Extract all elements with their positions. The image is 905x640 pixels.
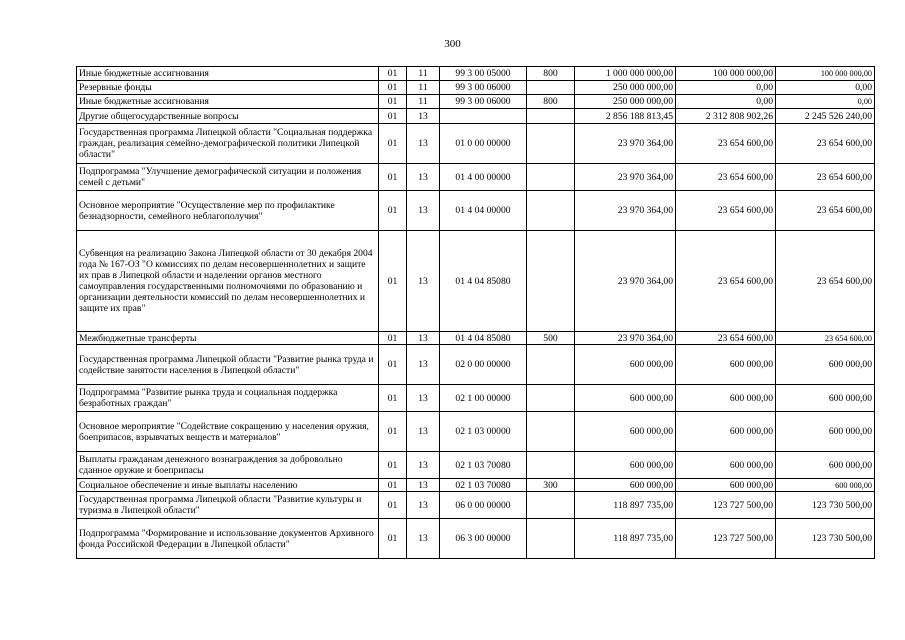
row-subsection-cell: 13 <box>407 412 440 452</box>
row-section-cell: 01 <box>379 109 407 124</box>
row-target-article-cell: 01 4 04 85080 <box>440 231 527 332</box>
row-section-cell: 01 <box>379 164 407 191</box>
row-target-article-cell: 02 1 03 00000 <box>440 412 527 452</box>
row-expense-type-cell: 500 <box>527 332 575 345</box>
row-amount-year3-cell: 600 000,00 <box>776 345 875 385</box>
row-amount-year3-cell: 600 000,00 <box>776 452 875 479</box>
row-expense-type-cell <box>527 124 575 164</box>
row-section-cell: 01 <box>379 385 407 412</box>
table-row <box>77 345 875 385</box>
table-row <box>77 231 875 332</box>
row-amount-year1-cell: 600 000,00 <box>575 412 676 452</box>
row-name-cell: Государственная программа Липецкой области "Социальная поддержка граждан, реализация семейно-демографической политики Липецкой области" <box>77 124 379 164</box>
table-row <box>77 452 875 479</box>
row-expense-type-cell <box>527 231 575 332</box>
table-row <box>77 479 875 492</box>
row-amount-year1-cell: 23 970 364,00 <box>575 191 676 231</box>
table-row <box>77 332 875 345</box>
row-target-article-cell: 02 1 03 70080 <box>440 452 527 479</box>
row-expense-type-cell <box>527 519 575 559</box>
row-subsection-cell: 13 <box>407 231 440 332</box>
row-name-cell: Социальное обеспечение и иные выплаты населению <box>77 479 379 492</box>
row-subsection-cell: 13 <box>407 385 440 412</box>
row-name-cell: Выплаты гражданам денежного вознаграждения за добровольно сданное оружие и боеприпасы <box>77 452 379 479</box>
row-section-cell: 01 <box>379 519 407 559</box>
row-amount-year3-cell: 23 654 600,00 <box>776 231 875 332</box>
row-subsection-cell: 13 <box>407 492 440 519</box>
row-amount-year2-cell: 23 654 600,00 <box>676 191 776 231</box>
row-amount-year1-cell: 250 000 000,00 <box>575 95 676 109</box>
row-amount-year1-cell: 23 970 364,00 <box>575 231 676 332</box>
row-amount-year2-cell: 100 000 000,00 <box>676 67 776 81</box>
row-amount-year2-cell: 123 727 500,00 <box>676 519 776 559</box>
row-target-article-cell: 02 0 00 00000 <box>440 345 527 385</box>
row-amount-year1-cell: 23 970 364,00 <box>575 124 676 164</box>
budget-table-body <box>77 67 875 559</box>
row-subsection-cell: 13 <box>407 479 440 492</box>
row-amount-year3-cell: 123 730 500,00 <box>776 519 875 559</box>
row-amount-year3-cell: 0,00 <box>776 95 875 109</box>
row-expense-type-cell: 800 <box>527 67 575 81</box>
row-amount-year1-cell: 250 000 000,00 <box>575 81 676 95</box>
row-target-article-cell: 99 3 00 06000 <box>440 95 527 109</box>
row-amount-year3-cell: 23 654 600,00 <box>776 164 875 191</box>
row-amount-year2-cell: 0,00 <box>676 81 776 95</box>
row-amount-year2-cell: 600 000,00 <box>676 345 776 385</box>
table-row <box>77 385 875 412</box>
row-subsection-cell: 11 <box>407 81 440 95</box>
row-subsection-cell: 11 <box>407 67 440 81</box>
row-amount-year1-cell: 600 000,00 <box>575 385 676 412</box>
row-amount-year2-cell: 23 654 600,00 <box>676 332 776 345</box>
row-section-cell: 01 <box>379 124 407 164</box>
row-amount-year1-cell: 600 000,00 <box>575 345 676 385</box>
table-row <box>77 81 875 95</box>
row-name-cell: Иные бюджетные ассигнования <box>77 67 379 81</box>
row-section-cell: 01 <box>379 452 407 479</box>
page-number: 300 <box>444 38 461 50</box>
budget-table <box>76 66 875 559</box>
row-amount-year1-cell: 23 970 364,00 <box>575 164 676 191</box>
row-section-cell: 01 <box>379 95 407 109</box>
row-target-article-cell: 06 0 00 00000 <box>440 492 527 519</box>
row-name-cell: Иные бюджетные ассигнования <box>77 95 379 109</box>
row-section-cell: 01 <box>379 345 407 385</box>
row-amount-year3-cell: 23 654 600,00 <box>776 124 875 164</box>
row-expense-type-cell <box>527 81 575 95</box>
row-amount-year2-cell: 600 000,00 <box>676 479 776 492</box>
row-section-cell: 01 <box>379 81 407 95</box>
row-name-cell: Резервные фонды <box>77 81 379 95</box>
row-section-cell: 01 <box>379 231 407 332</box>
row-section-cell: 01 <box>379 191 407 231</box>
row-amount-year1-cell: 118 897 735,00 <box>575 492 676 519</box>
row-name-cell: Подпрограмма "Формирование и использование документов Архивного фонда Российской Федерации в Липецкой области" <box>77 519 379 559</box>
row-expense-type-cell <box>527 109 575 124</box>
row-subsection-cell: 13 <box>407 345 440 385</box>
row-section-cell: 01 <box>379 412 407 452</box>
table-row <box>77 492 875 519</box>
row-name-cell: Государственная программа Липецкой области "Развитие культуры и туризма в Липецкой области" <box>77 492 379 519</box>
row-section-cell: 01 <box>379 479 407 492</box>
row-amount-year3-cell: 600 000,00 <box>776 385 875 412</box>
table-row <box>77 164 875 191</box>
row-amount-year2-cell: 23 654 600,00 <box>676 164 776 191</box>
row-target-article-cell: 99 3 00 06000 <box>440 81 527 95</box>
row-expense-type-cell <box>527 412 575 452</box>
row-amount-year3-cell: 123 730 500,00 <box>776 492 875 519</box>
row-amount-year2-cell: 600 000,00 <box>676 412 776 452</box>
row-amount-year2-cell: 600 000,00 <box>676 452 776 479</box>
row-amount-year2-cell: 123 727 500,00 <box>676 492 776 519</box>
row-amount-year3-cell: 0,00 <box>776 81 875 95</box>
row-amount-year1-cell: 600 000,00 <box>575 452 676 479</box>
row-target-article-cell: 01 4 00 00000 <box>440 164 527 191</box>
row-target-article-cell: 99 3 00 05000 <box>440 67 527 81</box>
table-row <box>77 95 875 109</box>
row-expense-type-cell <box>527 191 575 231</box>
row-expense-type-cell <box>527 345 575 385</box>
row-expense-type-cell: 800 <box>527 95 575 109</box>
table-row <box>77 124 875 164</box>
row-target-article-cell: 06 3 00 00000 <box>440 519 527 559</box>
row-name-cell: Другие общегосударственные вопросы <box>77 109 379 124</box>
row-amount-year3-cell: 23 654 600,00 <box>776 191 875 231</box>
row-subsection-cell: 13 <box>407 191 440 231</box>
row-subsection-cell: 13 <box>407 332 440 345</box>
row-name-cell: Межбюджетные трансферты <box>77 332 379 345</box>
row-section-cell: 01 <box>379 67 407 81</box>
row-name-cell: Основное мероприятие "Осуществление мер по профилактике безнадзорности, семейного неблагополучия" <box>77 191 379 231</box>
row-amount-year2-cell: 23 654 600,00 <box>676 124 776 164</box>
row-expense-type-cell <box>527 452 575 479</box>
row-amount-year1-cell: 118 897 735,00 <box>575 519 676 559</box>
row-expense-type-cell <box>527 164 575 191</box>
row-subsection-cell: 13 <box>407 124 440 164</box>
table-row <box>77 191 875 231</box>
row-target-article-cell: 02 1 00 00000 <box>440 385 527 412</box>
row-amount-year3-cell: 2 245 526 240,00 <box>776 109 875 124</box>
row-name-cell: Государственная программа Липецкой области "Развитие рынка труда и содействие занятости населения в Липецкой области" <box>77 345 379 385</box>
row-amount-year1-cell: 23 970 364,00 <box>575 332 676 345</box>
row-amount-year1-cell: 2 856 188 813,45 <box>575 109 676 124</box>
row-subsection-cell: 13 <box>407 164 440 191</box>
row-name-cell: Подпрограмма "Развитие рынка труда и социальная поддержка безработных граждан" <box>77 385 379 412</box>
row-section-cell: 01 <box>379 332 407 345</box>
row-subsection-cell: 13 <box>407 452 440 479</box>
row-expense-type-cell <box>527 492 575 519</box>
row-expense-type-cell <box>527 385 575 412</box>
row-subsection-cell: 13 <box>407 519 440 559</box>
row-amount-year2-cell: 2 312 808 902,26 <box>676 109 776 124</box>
row-name-cell: Субвенция на реализацию Закона Липецкой области от 30 декабря 2004 года № 167-ОЗ "О комиссиях по делам несовершеннолетних и защите их прав в Липецкой области и наделении органов местного самоуправления государственными полномочиями по образованию и организации деятельности комиссий по делам несовершеннолетних и защите их прав" <box>77 231 379 332</box>
row-target-article-cell <box>440 109 527 124</box>
row-amount-year2-cell: 0,00 <box>676 95 776 109</box>
table-row <box>77 109 875 124</box>
row-amount-year1-cell: 1 000 000 000,00 <box>575 67 676 81</box>
row-amount-year3-cell: 23 654 600,00 <box>776 332 875 345</box>
row-name-cell: Подпрограмма "Улучшение демографической ситуации и положения семей с детьми" <box>77 164 379 191</box>
row-subsection-cell: 13 <box>407 109 440 124</box>
row-expense-type-cell: 300 <box>527 479 575 492</box>
row-target-article-cell: 01 0 00 00000 <box>440 124 527 164</box>
row-target-article-cell: 02 1 03 70080 <box>440 479 527 492</box>
row-amount-year2-cell: 600 000,00 <box>676 385 776 412</box>
row-amount-year1-cell: 600 000,00 <box>575 479 676 492</box>
row-amount-year3-cell: 100 000 000,00 <box>776 67 875 81</box>
row-name-cell: Основное мероприятие "Содействие сокращению у населения оружия, боеприпасов, взрывчатых веществ и материалов" <box>77 412 379 452</box>
row-target-article-cell: 01 4 04 85080 <box>440 332 527 345</box>
table-row <box>77 519 875 559</box>
row-amount-year2-cell: 23 654 600,00 <box>676 231 776 332</box>
row-target-article-cell: 01 4 04 00000 <box>440 191 527 231</box>
row-subsection-cell: 11 <box>407 95 440 109</box>
table-row <box>77 412 875 452</box>
table-row <box>77 67 875 81</box>
row-amount-year3-cell: 600 000,00 <box>776 479 875 492</box>
row-section-cell: 01 <box>379 492 407 519</box>
row-amount-year3-cell: 600 000,00 <box>776 412 875 452</box>
